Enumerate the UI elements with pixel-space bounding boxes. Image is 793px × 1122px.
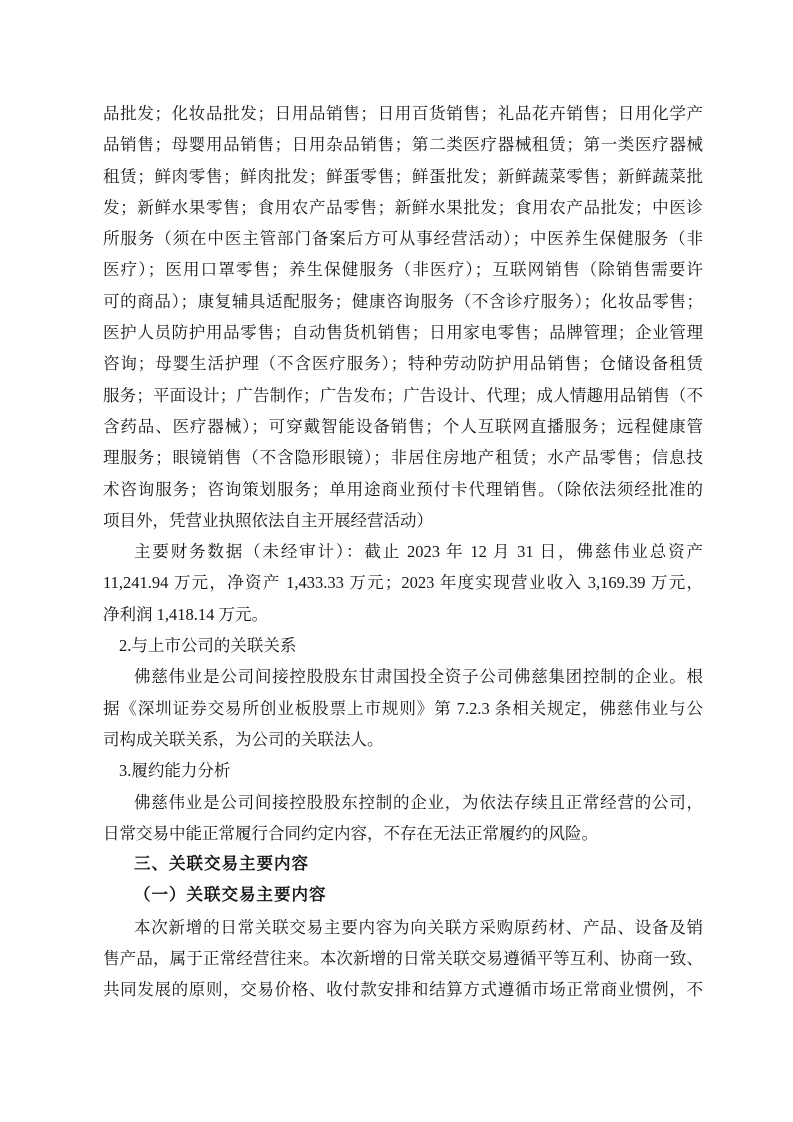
text-line: 佛慈伟业是公司间接控股股东甘肃国投全资子公司佛慈集团控制的企业。根 — [134, 667, 703, 687]
text-line: 据《深圳证券交易所创业板股票上市规则》第 7.2.3 条相关规定，佛慈伟业与公 — [103, 698, 703, 718]
document-text-block — [103, 98, 703, 1006]
text-line: 售产品，属于正常经营往来。本次新增的日常关联交易遵循平等互利、协商一致、 — [103, 949, 703, 969]
text-line: 司构成关联关系，为公司的关联法人。 — [103, 729, 384, 749]
text-line: （一）关联交易主要内容 — [134, 886, 327, 905]
text-line: 日常交易中能正常履行合同约定内容，不存在无法正常履约的风险。 — [103, 823, 598, 843]
text-line: 主要财务数据（未经审计）：截止 2023 年 12 月 31 日，佛慈伟业总资产 — [134, 542, 703, 562]
text-line: 佛慈伟业是公司间接控股股东控制的企业，为依法存续且正常经营的公司， — [134, 792, 703, 812]
section-heading-three — [103, 849, 703, 880]
text-line: 理服务；眼镜销售（不含隐形眼镜）；非居住房地产租赁；水产品零售；信息技 — [103, 448, 703, 468]
text-line: 品批发；化妆品批发；日用品销售；日用百货销售；礼品花卉销售；日用化学产 — [103, 104, 703, 123]
business-scope-continuation — [103, 98, 703, 536]
text-line: 所服务（须在中医主管部门备案后方可从事经营活动）；中医养生保健服务（非 — [103, 229, 703, 249]
related-relationship-paragraph — [103, 661, 703, 755]
text-line: 术咨询服务；咨询策划服务；单用途商业预付卡代理销售。（除依法须经批准的 — [103, 479, 703, 499]
text-line: 医护人员防护用品零售；自动售货机销售；日用家电零售；品牌管理；企业管理 — [103, 323, 703, 343]
text-line: 服务；平面设计；广告制作；广告发布；广告设计、代理；成人情趣用品销售（不 — [103, 385, 703, 405]
text-line: 项目外，凭营业执照依法自主开展经营活动） — [103, 510, 433, 530]
financial-data-paragraph — [103, 536, 703, 630]
text-line: 医疗）；医用口罩零售；养生保健服务（非医疗）；互联网销售（除销售需要许 — [103, 260, 703, 280]
text-line: 2.与上市公司的关联关系 — [119, 636, 297, 656]
text-line: 发；新鲜水果零售；食用农产品零售；新鲜水果批发；食用农产品批发；中医诊 — [103, 197, 703, 217]
text-line: 品销售；母婴用品销售；日用杂品销售；第二类医疗器械租赁；第一类医疗器械 — [103, 135, 703, 155]
item-heading-related-relationship — [103, 630, 703, 661]
text-line: 3.履约能力分析 — [119, 761, 231, 781]
text-line: 11,241.94 万元，净资产 1,433.33 万元；2023 年度实现营业收入 3,169.39 万元， — [103, 573, 703, 593]
item-heading-performance-analysis — [103, 755, 703, 786]
text-line: 净利润 1,418.14 万元。 — [103, 604, 268, 624]
text-line: 可的商品）；康复辅具适配服务；健康咨询服务（不含诊疗服务）；化妆品零售； — [103, 291, 703, 311]
text-line: 租赁；鲜肉零售；鲜肉批发；鲜蛋零售；鲜蛋批发；新鲜蔬菜零售；新鲜蔬菜批 — [103, 166, 703, 186]
text-line: 三、关联交易主要内容 — [134, 855, 309, 874]
text-line: 含药品、医疗器械）；可穿戴智能设备销售；个人互联网直播服务；远程健康管 — [103, 416, 703, 436]
subsection-heading-three-one — [103, 880, 703, 911]
transaction-content-paragraph — [103, 912, 703, 1006]
text-line: 本次新增的日常关联交易主要内容为向关联方采购原药材、产品、设备及销 — [134, 917, 703, 937]
performance-analysis-paragraph — [103, 787, 703, 850]
text-line: 咨询；母婴生活护理（不含医疗服务）；特种劳动防护用品销售；仓储设备租赁 — [103, 354, 703, 374]
text-line: 共同发展的原则，交易价格、收付款安排和结算方式遵循市场正常商业惯例，不 — [103, 980, 703, 1000]
